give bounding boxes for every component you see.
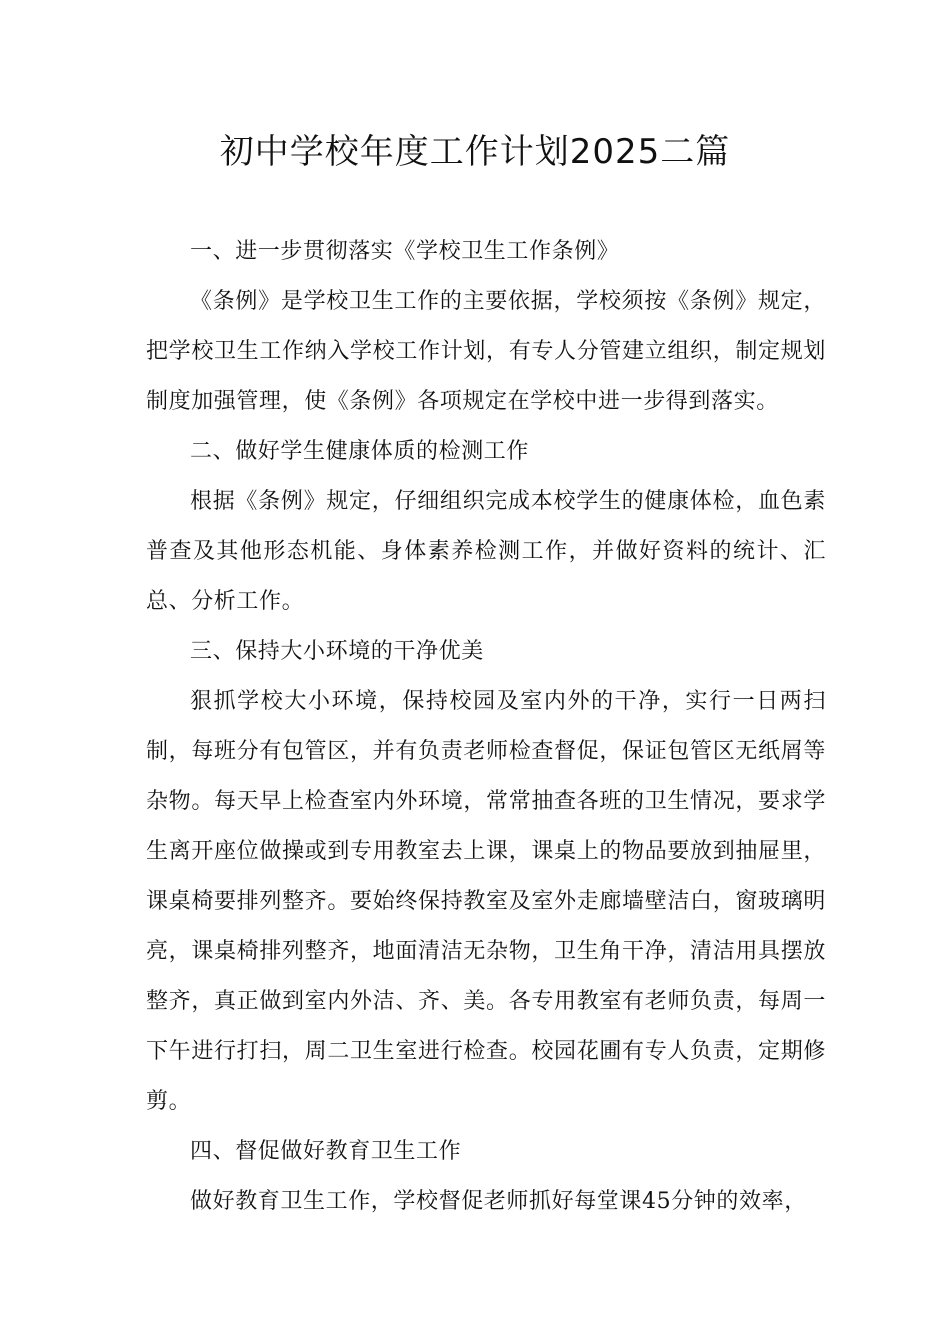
section-heading-4: 四、督促做好教育卫生工作	[190, 1139, 462, 1164]
section-paragraph-4: 做好教育卫生工作，学校督促老师抓好每堂课45分钟的效率，	[190, 1189, 807, 1214]
section-heading-2: 二、做好学生健康体质的检测工作	[190, 439, 530, 464]
page-title: 初中学校年度工作计划2025二篇	[219, 132, 731, 172]
document-body	[146, 227, 826, 1227]
section-paragraph-1: 《条例》是学校卫生工作的主要依据，学校须按《条例》规定，把学校卫生工作纳入学校工作计划，有专人分管建立组织，制定规划制度加强管理，使《条例》各项规定在学校中进一步得到落实。	[146, 289, 826, 414]
section-heading-1: 一、进一步贯彻落实《学校卫生工作条例》	[190, 239, 620, 264]
section-paragraph-3: 狠抓学校大小环境，保持校园及室内外的干净，实行一日两扫制，每班分有包管区，并有负责老师检查督促，保证包管区无纸屑等杂物。每天早上检查室内外环境，常常抽查各班的卫生情况，要求学生离开座位做操或到专用教室去上课，课桌上的物品要放到抽屉里，课桌椅要排列整齐。要始终保持教室及室外走廊墙壁洁白，窗玻璃明亮，课桌椅排列整齐，地面清洁无杂物，卫生角干净，清洁用具摆放整齐，真正做到室内外洁、齐、美。各专用教室有老师负责，每周一下午进行打扫，周二卫生室进行检查。校园花圃有专人负责，定期修剪。	[146, 689, 826, 1114]
section-heading-3: 三、保持大小环境的干净优美	[190, 639, 484, 664]
section-paragraph-2: 根据《条例》规定，仔细组织完成本校学生的健康体检，血色素普查及其他形态机能、身体素养检测工作，并做好资料的统计、汇总、分析工作。	[146, 489, 826, 614]
